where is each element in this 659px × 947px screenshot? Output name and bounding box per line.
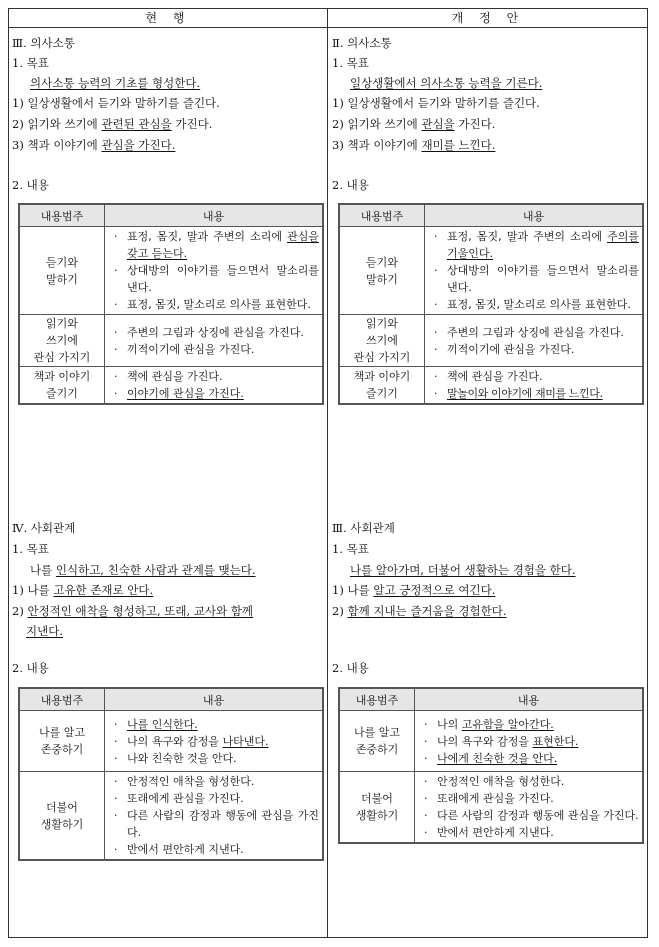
content-label: 2. 내용 bbox=[12, 178, 49, 192]
list-item: · 또래에게 관심을 가진다. bbox=[423, 790, 639, 807]
list-item: · 말놀이와 이야기에 재미를 느낀다. bbox=[433, 385, 639, 402]
column-divider bbox=[327, 8, 328, 938]
list-item: · 표정, 몸짓, 말소리로 의사를 표현한다. bbox=[113, 296, 319, 313]
section-title: Ⅳ. 사회관계 bbox=[12, 521, 76, 535]
column-header: 내용 bbox=[425, 204, 644, 227]
items-cell bbox=[425, 315, 644, 367]
table-row bbox=[19, 772, 323, 861]
list-item: · 표정, 몸짓, 말소리로 의사를 표현한다. bbox=[433, 296, 639, 313]
goal-item: 3) 책과 이야기에 재미를 느낀다. bbox=[332, 138, 496, 152]
items-cell bbox=[105, 315, 324, 367]
category-cell: 읽기와 쓰기에 관심 가지기 bbox=[339, 315, 425, 367]
items-cell bbox=[105, 367, 324, 405]
items-cell bbox=[105, 227, 324, 315]
goal-label: 1. 목표 bbox=[332, 542, 369, 556]
list-item: · 나의 고유함을 알아간다. bbox=[423, 716, 639, 733]
header-revised: 개 정 안 bbox=[328, 8, 648, 28]
list-item: · 책에 관심을 가진다. bbox=[113, 368, 319, 385]
goal-item: 2) 안정적인 애착을 형성하고, 또래, 교사와 함께 bbox=[12, 604, 254, 618]
table-row bbox=[339, 227, 643, 315]
items-cell bbox=[105, 772, 324, 861]
list-item: · 끼적이기에 관심을 가진다. bbox=[113, 341, 319, 358]
column-header: 내용 bbox=[105, 204, 324, 227]
list-item: · 또래에게 관심을 가진다. bbox=[113, 790, 319, 807]
content-label: 2. 내용 bbox=[332, 661, 369, 675]
list-item: · 상대방의 이야기를 들으면서 말소리를 낸다. bbox=[433, 262, 639, 296]
goal-item: 1) 일상생활에서 듣기와 말하기를 즐긴다. bbox=[332, 96, 540, 110]
column-header: 내용 bbox=[105, 688, 324, 711]
category-cell: 듣기와 말하기 bbox=[339, 227, 425, 315]
goal-label: 1. 목표 bbox=[12, 56, 49, 70]
section-title: Ⅱ. 의사소통 bbox=[332, 36, 392, 50]
goal-text: 나를 알아가며, 더불어 생활하는 경험을 한다. bbox=[350, 563, 576, 577]
goal-item: 1) 나를 알고 긍정적으로 여긴다. bbox=[332, 583, 496, 597]
goal-item: 2) 함께 지내는 즐거움을 경험한다. bbox=[332, 604, 507, 618]
category-cell: 더불어 생활하기 bbox=[339, 772, 415, 844]
goal-item: 1) 일상생활에서 듣기와 말하기를 즐긴다. bbox=[12, 96, 220, 110]
category-cell: 책과 이야기 즐기기 bbox=[19, 367, 105, 405]
content-table bbox=[18, 203, 324, 405]
list-item: · 나와 친숙한 것을 안다. bbox=[113, 750, 319, 767]
category-cell: 더불어 생활하기 bbox=[19, 772, 105, 861]
list-item: · 나의 욕구와 감정을 표현한다. bbox=[423, 733, 639, 750]
content-label: 2. 내용 bbox=[12, 661, 49, 675]
items-cell bbox=[425, 227, 644, 315]
goal-label: 1. 목표 bbox=[332, 56, 369, 70]
goal-item: 지낸다. bbox=[26, 624, 63, 638]
header-current: 현 행 bbox=[8, 8, 328, 28]
content-table bbox=[338, 203, 644, 405]
table-row bbox=[339, 772, 643, 844]
list-item: · 이야기에 관심을 가진다. bbox=[113, 385, 319, 402]
goal-label: 1. 목표 bbox=[12, 542, 49, 556]
items-cell bbox=[415, 711, 644, 772]
column-header: 내용범주 bbox=[19, 204, 105, 227]
category-cell: 책과 이야기 즐기기 bbox=[339, 367, 425, 405]
list-item: · 주변의 그림과 상징에 관심을 가진다. bbox=[433, 324, 639, 341]
table-row bbox=[19, 315, 323, 367]
table-row bbox=[19, 227, 323, 315]
goal-text: 의사소통 능력의 기초를 형성한다. bbox=[30, 76, 201, 90]
goal-item: 2) 읽기와 쓰기에 관심을 가진다. bbox=[332, 117, 496, 131]
list-item: · 책에 관심을 가진다. bbox=[433, 368, 639, 385]
list-item: · 반에서 편안하게 지낸다. bbox=[113, 841, 319, 858]
goal-text: 나를 인식하고, 친숙한 사람과 관계를 맺는다. bbox=[30, 563, 256, 577]
category-cell: 듣기와 말하기 bbox=[19, 227, 105, 315]
list-item: · 나에게 친숙한 것을 안다. bbox=[423, 750, 639, 767]
list-item: · 나를 인식한다. bbox=[113, 716, 319, 733]
table-row bbox=[19, 711, 323, 772]
list-item: · 다른 사람의 감정과 행동에 관심을 가진다. bbox=[423, 807, 639, 824]
list-item: · 나의 욕구와 감정을 나타낸다. bbox=[113, 733, 319, 750]
list-item: · 주변의 그림과 상징에 관심을 가진다. bbox=[113, 324, 319, 341]
list-item: · 끼적이기에 관심을 가진다. bbox=[433, 341, 639, 358]
category-cell: 나를 알고 존중하기 bbox=[339, 711, 415, 772]
goal-text: 일상생활에서 의사소통 능력을 기른다. bbox=[350, 76, 543, 90]
list-item: · 표정, 몸짓, 말과 주변의 소리에 주의를 기울인다. bbox=[433, 228, 639, 262]
list-item: · 안정적인 애착을 형성한다. bbox=[113, 773, 319, 790]
goal-item: 1) 나를 고유한 존재로 안다. bbox=[12, 583, 154, 597]
column-header: 내용범주 bbox=[339, 688, 415, 711]
list-item: · 다른 사람의 감정과 행동에 관심을 가진다. bbox=[113, 807, 319, 841]
goal-item: 3) 책과 이야기에 관심을 가진다. bbox=[12, 138, 176, 152]
category-cell: 읽기와 쓰기에 관심 가지기 bbox=[19, 315, 105, 367]
section-title: Ⅲ. 의사소통 bbox=[12, 36, 75, 50]
column-header: 내용범주 bbox=[19, 688, 105, 711]
list-item: · 표정, 몸짓, 말과 주변의 소리에 관심을 갖고 듣는다. bbox=[113, 228, 319, 262]
column-header: 내용범주 bbox=[339, 204, 425, 227]
items-cell bbox=[105, 711, 324, 772]
table-row bbox=[19, 367, 323, 405]
goal-item: 2) 읽기와 쓰기에 관련된 관심을 가진다. bbox=[12, 117, 213, 131]
content-table bbox=[18, 687, 324, 861]
list-item: · 안정적인 애착을 형성한다. bbox=[423, 773, 639, 790]
list-item: · 반에서 편안하게 지낸다. bbox=[423, 824, 639, 841]
content-label: 2. 내용 bbox=[332, 178, 369, 192]
list-item: · 상대방의 이야기를 들으면서 말소리를 낸다. bbox=[113, 262, 319, 296]
category-cell: 나를 알고 존중하기 bbox=[19, 711, 105, 772]
content-table bbox=[338, 687, 644, 844]
section-title: Ⅲ. 사회관계 bbox=[332, 521, 395, 535]
table-row bbox=[339, 315, 643, 367]
column-header: 내용 bbox=[415, 688, 644, 711]
table-row bbox=[339, 711, 643, 772]
table-row bbox=[339, 367, 643, 405]
items-cell bbox=[415, 772, 644, 844]
items-cell bbox=[425, 367, 644, 405]
